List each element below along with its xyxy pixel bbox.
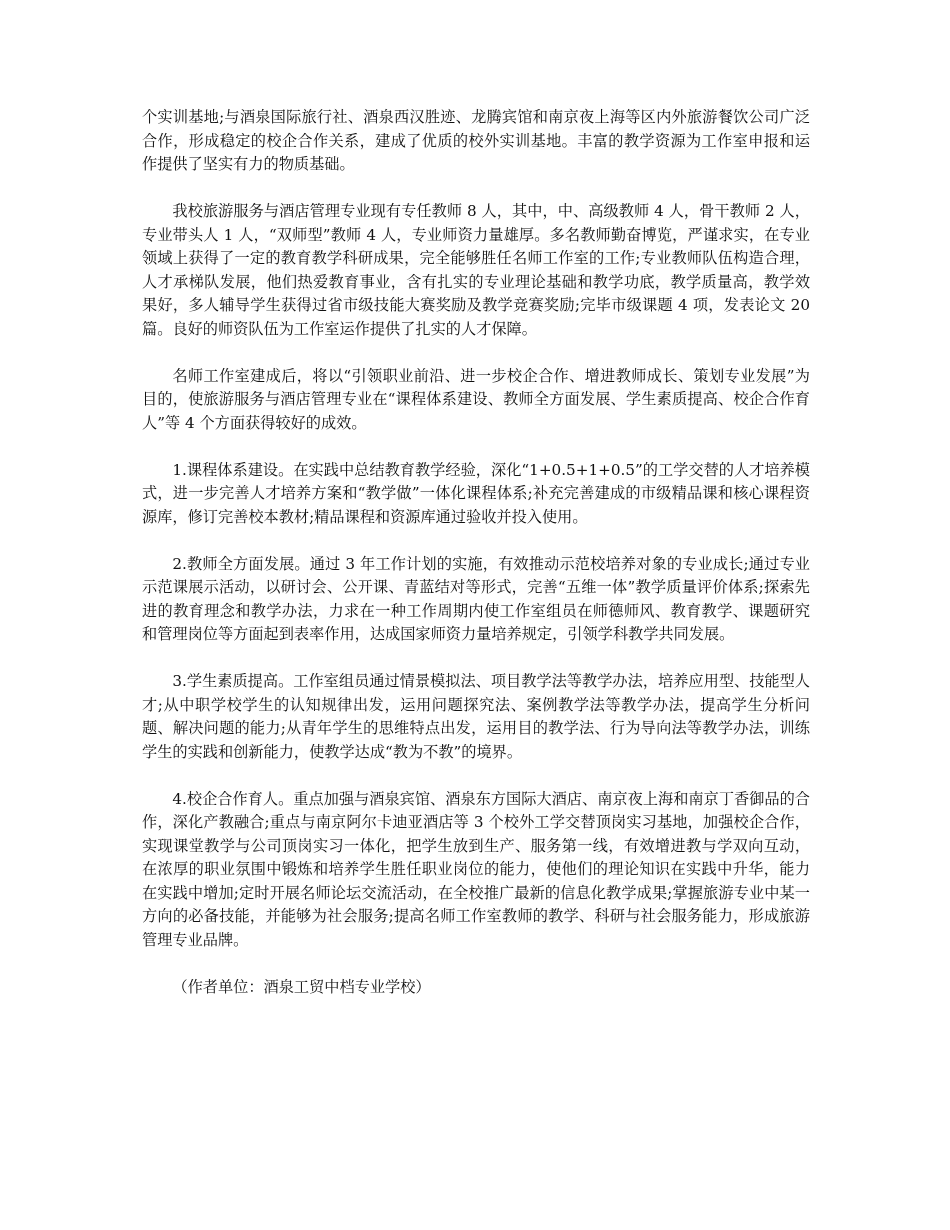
- paragraph-teacher-development: 2.教师全方面发展。通过 3 年工作计划的实施，有效推动示范校培养对象的专业成长;通过专业示范课展示活动，以研讨会、公开课、青蓝结对等形式，完善“五维一体”教学质量评价体系;探索先进的教育理念和教学办法，力求在一种工作周期内使工作室组员在师德师风、教育教学、课题研究和管理岗位等方面起到表率作用，达成国家师资力量培养规定，引领学科教学共同发展。: [142, 554, 810, 643]
- paragraph-training-bases: 个实训基地;与酒泉国际旅行社、酒泉西汉胜迹、龙腾宾馆和南京夜上海等区内外旅游餐饮公司广泛合作，形成稳定的校企合作关系，建成了优质的校外实训基地。丰富的教学资源为工作室申报和运作提供了坚实有力的物质基础。: [142, 108, 810, 173]
- paragraph-studio-goals: 名师工作室建成后，将以“引领职业前沿、进一步校企合作、增进教师成长、策划专业发展”为目的，使旅游服务与酒店管理专业在“课程体系建设、教师全方面发展、学生素质提高、校企合作育人”等 4 个方面获得较好的成效。: [142, 366, 810, 432]
- author-affiliation: （作者单位：酒泉工贸中档专业学校）: [172, 977, 431, 996]
- paragraph-student-quality: 3.学生素质提高。工作室组员通过情景模拟法、项目教学法等教学办法，培养应用型、技能型人才;从中职学校学生的认知规律出发，运用问题探究法、案例教学法等教学办法，提高学生分析问题、解决问题的能力;从青年学生的思维特点出发，运用目的教学法、行为导向法等教学办法，训练学生的实践和创新能力，使教学达成“教为不教”的境界。: [142, 672, 810, 761]
- paragraph-teaching-staff: 我校旅游服务与酒店管理专业现有专任教师 8 人，其中，中、高级教师 4 人，骨干教师 2 人，专业带头人 1 人，“双师型”教师 4 人，专业师资力量雄厚。多名教师勤奋博览，严谨求实，在专业领域上获得了一定的教育教学科研成果，完全能够胜任名师工作室的工作;专业教师队伍构造合理，人才承梯队发展，他们热爱教育事业，含有扎实的专业理论基础和教学功底，教学质量高，教学效果好，多人辅导学生获得过省市级技能大赛奖励及教学竞赛奖励;完毕市级课题 4 项，发表论文 20 篇。良好的师资队伍为工作室运作提供了扎实的人才保障。: [142, 202, 810, 338]
- paragraph-school-enterprise-cooperation: 4.校企合作育人。重点加强与酒泉宾馆、酒泉东方国际大酒店、南京夜上海和南京丁香御品的合作，深化产教融合;重点与南京阿尔卡迪亚酒店等 3 个校外工学交替顶岗实习基地，加强校企合作，实现课堂教学与公司顶岗实习一体化，把学生放到生产、服务第一线，有效增进教与学双向互动，在浓厚的职业氛围中锻炼和培养学生胜任职业岗位的能力，使他们的理论知识在实践中升华，能力在实践中增加;定时开展名师论坛交流活动，在全校推广最新的信息化教学成果;掌握旅游专业中某一方向的必备技能，并能够为社会服务;提高名师工作室教师的教学、科研与社会服务能力，形成旅游管理专业品牌。: [142, 789, 810, 949]
- document-body: [142, 106, 810, 999]
- paragraph-curriculum-construction: 1.课程体系建设。在实践中总结教育教学经验，深化“1+0.5+1+0.5”的工学交替的人才培养模式，进一步完善人才培养方案和“教学做”一体化课程体系;补充完善建成的市级精品课和核心课程资源库，修订完善校本教材;精品课程和资源库通过验收并投入使用。: [142, 460, 810, 526]
